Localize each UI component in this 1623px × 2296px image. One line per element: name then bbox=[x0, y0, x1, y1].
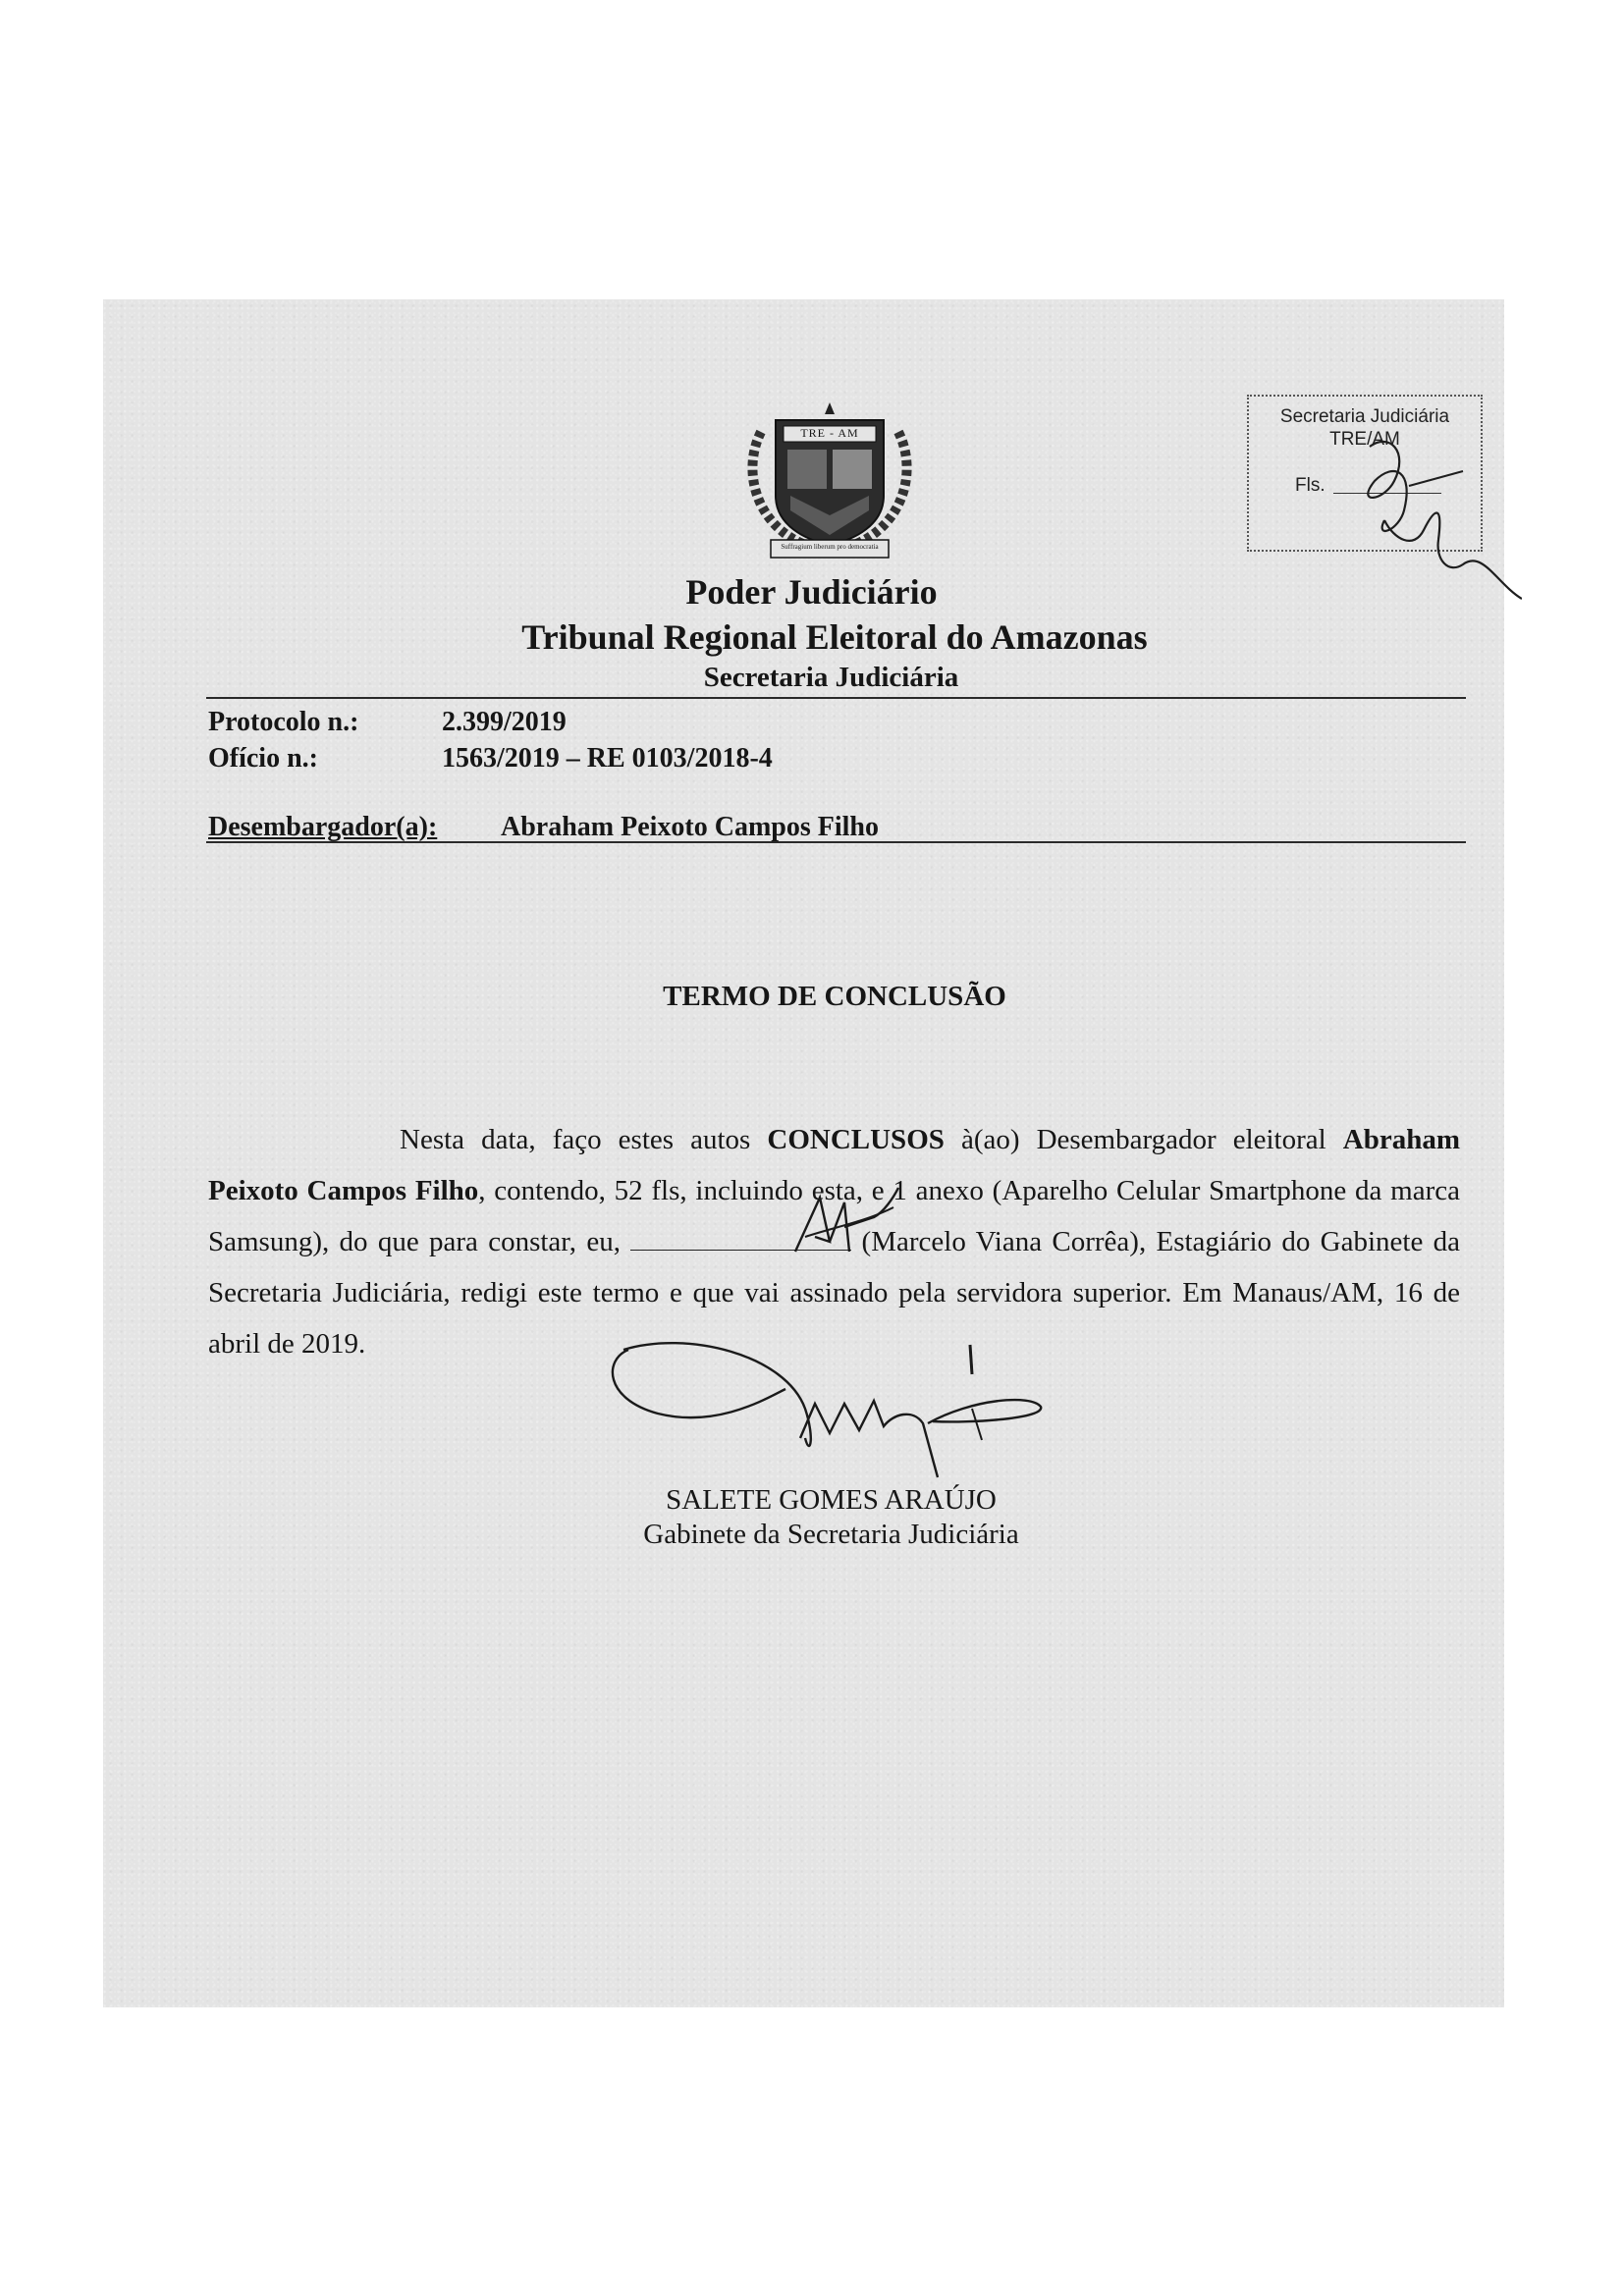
stamp-court: TRE/AM bbox=[1329, 429, 1400, 450]
emblem-scroll-text: Suffragium liberum pro democratia bbox=[781, 543, 879, 551]
body-text-1: Nesta data, faço estes autos bbox=[400, 1124, 768, 1155]
stamp-fls-label: Fls. bbox=[1295, 475, 1325, 496]
intern-signature-icon bbox=[785, 1183, 903, 1271]
oficio-label: Ofício n.: bbox=[208, 743, 318, 774]
body-text-judge: Abraham Peixoto Campos Filho bbox=[208, 1124, 1460, 1206]
oficio-value: 1563/2019 – RE 0103/2018-4 bbox=[442, 743, 773, 774]
signer-role: Gabinete da Secretaria Judiciária bbox=[643, 1519, 1019, 1550]
page-title: Poder Judiciário bbox=[685, 572, 938, 612]
emblem-banner-text: TRE - AM bbox=[800, 426, 859, 440]
body-text-4: (Marcelo Viana Corrêa), Estagiário do Gabinete da Secretaria Judiciária, redigi este termo e que vai assinado pela servidora superior. Em Manaus/AM, 16 de abril de 2019. bbox=[208, 1226, 1460, 1360]
protocolo-label: Protocolo n.: bbox=[208, 707, 359, 737]
supervisor-signature-icon bbox=[599, 1330, 1149, 1487]
body-text-conclusos: CONCLUSOS bbox=[767, 1124, 945, 1155]
body-text-3: , contendo, 52 fls, incluindo esta, e 1 anexo (Aparelho Celular Smartphone da marca Samsung), do que para constar, eu, bbox=[208, 1175, 1460, 1257]
desembargador-value: Abraham Peixoto Campos Filho bbox=[501, 812, 879, 842]
protocolo-value: 2.399/2019 bbox=[442, 707, 567, 737]
court-name: Tribunal Regional Eleitoral do Amazonas bbox=[521, 617, 1148, 657]
header-divider bbox=[206, 697, 1466, 699]
document-title: TERMO DE CONCLUSÃO bbox=[663, 981, 1006, 1012]
body-text-2: à(ao) Desembargador eleitoral bbox=[944, 1124, 1343, 1155]
stamp-department: Secretaria Judiciária bbox=[1279, 406, 1450, 427]
fields-divider bbox=[206, 841, 1466, 843]
signer-name: SALETE GOMES ARAÚJO bbox=[666, 1484, 997, 1516]
desembargador-label: Desembargador(a): bbox=[208, 812, 438, 842]
department-name: Secretaria Judiciária bbox=[703, 662, 959, 693]
